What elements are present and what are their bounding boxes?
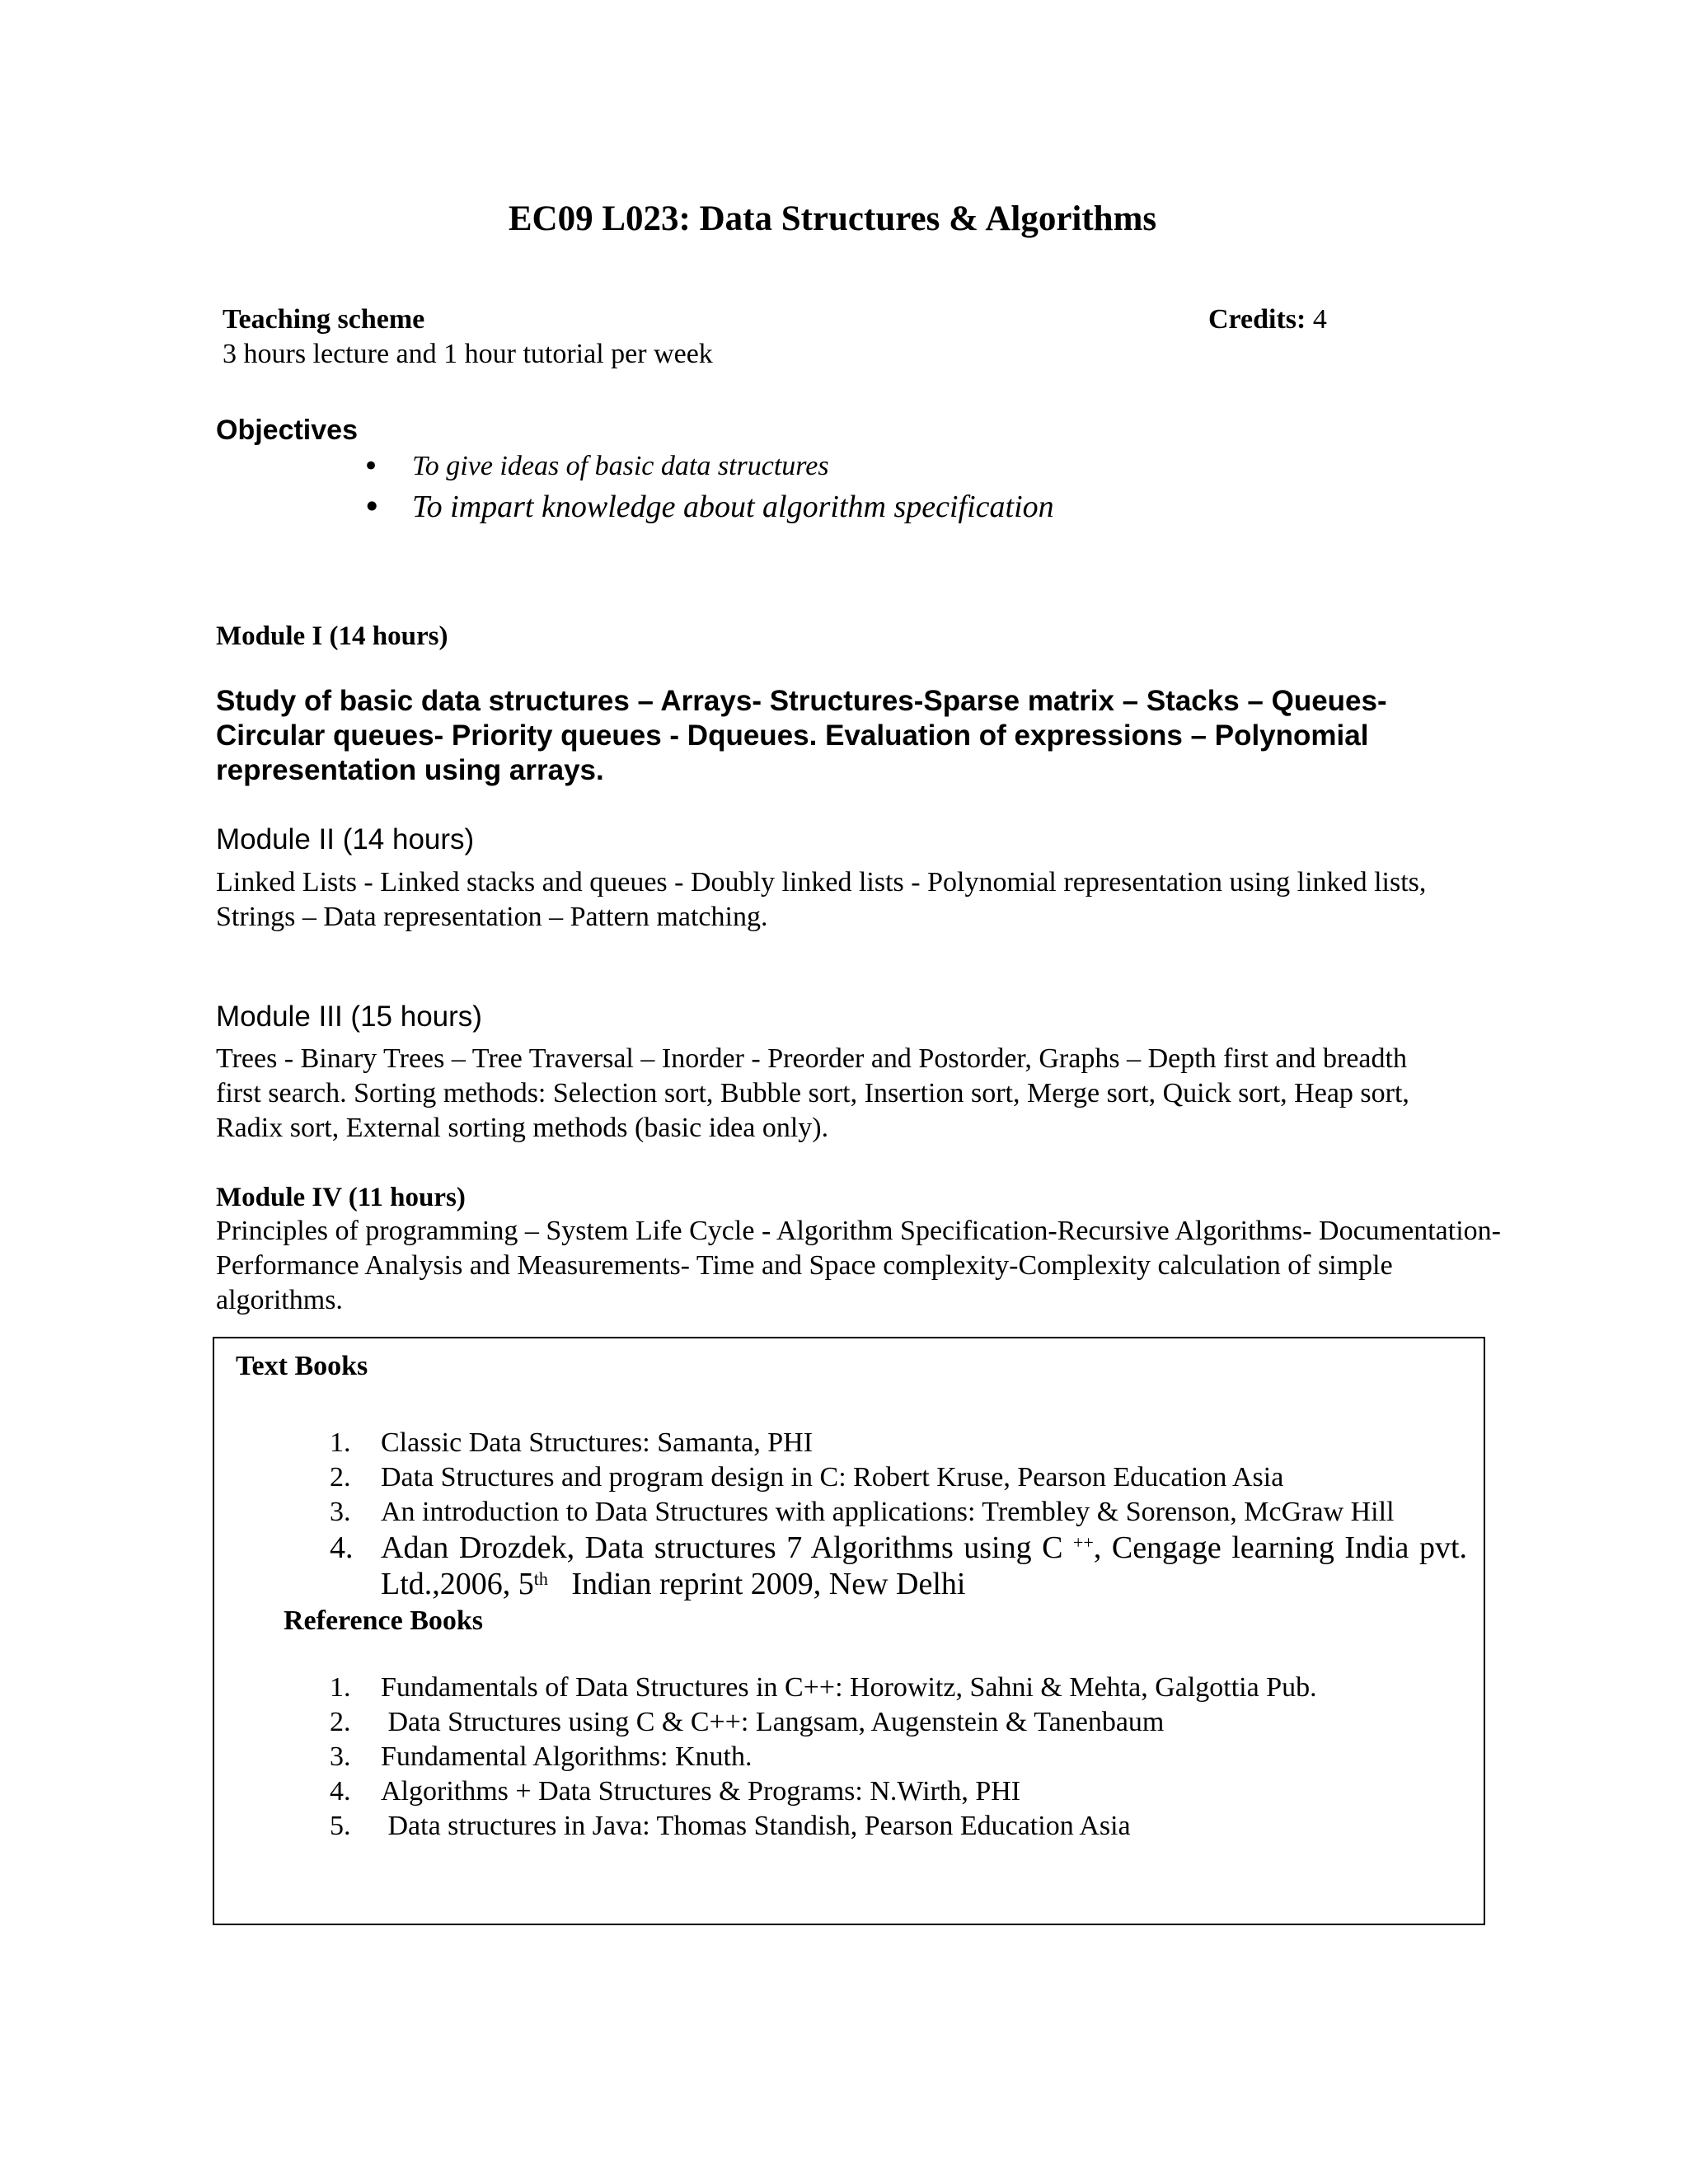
text-books-list	[330, 1426, 1467, 1602]
objective-item: • To impart knowledge about algorithm specification	[363, 486, 1054, 527]
list-item: 1. Fundamentals of Data Structures in C++: Horowitz, Sahni & Mehta, Galgottia Pub.	[330, 1672, 1317, 1703]
credits-label: Credits:	[1208, 304, 1306, 335]
module-1-heading: Module I (14 hours)	[216, 621, 448, 651]
list-item: 5. Data structures in Java: Thomas Standish, Pearson Education Asia	[330, 1811, 1131, 1841]
teaching-scheme-label: Teaching scheme	[223, 304, 425, 335]
credits-value: 4	[1312, 304, 1327, 335]
text-books-label: Text Books	[236, 1351, 368, 1381]
module-4-heading: Module IV (11 hours)	[216, 1183, 466, 1212]
module-2-body: Linked Lists - Linked stacks and queues - Doubly linked lists - Polynomial representation using linked lists, Strings – Data representation – Pattern matching.	[216, 867, 1427, 932]
objectives-list	[363, 450, 1054, 527]
bullet-icon: •	[363, 450, 380, 483]
module-3-heading: Module III (15 hours)	[216, 1001, 482, 1033]
list-item: 2. Data Structures and program design in C: Robert Kruse, Pearson Education Asia	[330, 1462, 1284, 1493]
module-3-body: Trees - Binary Trees – Tree Traversal – Inorder - Preorder and Postorder, Graphs – Depth first and breadth first search. Sorting methods: Selection sort, Bubble sort, Insertion sort, Merge sort, Quick sort, Heap sort, Radix sort, External sorting methods (basic idea only).	[216, 1043, 1409, 1143]
reference-books-list	[330, 1671, 1467, 1844]
list-item: 4. Adan Drozdek, Data structures 7 Algorithms using C ++, Cengage learning India pvt. Ltd.,2006, 5th Indian reprint 2009, New Delhi	[330, 1530, 1467, 1601]
list-item: 3. An introduction to Data Structures with applications: Trembley & Sorenson, McGraw Hill	[330, 1497, 1395, 1527]
list-item: 1. Classic Data Structures: Samanta, PHI	[330, 1427, 814, 1458]
credits	[1208, 303, 1327, 336]
reference-books-label: Reference Books	[284, 1605, 484, 1636]
list-item: 4. Algorithms + Data Structures & Programs: N.Wirth, PHI	[330, 1776, 1021, 1807]
objective-item: • To give ideas of basic data structures	[363, 450, 829, 483]
objectives-label: Objectives	[216, 415, 358, 446]
list-item: 2. Data Structures using C & C++: Langsam, Augenstein & Tanenbaum	[330, 1707, 1165, 1737]
page-title: EC09 L023: Data Structures & Algorithms	[508, 199, 1157, 238]
module-2-heading: Module II (14 hours)	[216, 823, 475, 855]
module-4-body: Principles of programming – System Life Cycle - Algorithm Specification-Recursive Algorithms- Documentation- Performance Analysis and Measurements- Time and Space complexity-Complexity calculation of simple algorithms.	[216, 1216, 1501, 1315]
module-1-body: Study of basic data structures – Arrays- Structures-Sparse matrix – Stacks – Queues- Circular queues- Priority queues - Dqueues. Evaluation of expressions – Polynomial representation using arrays.	[216, 685, 1387, 786]
teaching-scheme-text: 3 hours lecture and 1 hour tutorial per week	[223, 339, 713, 369]
list-item: 3. Fundamental Algorithms: Knuth.	[330, 1741, 753, 1772]
bullet-icon: •	[363, 489, 382, 525]
